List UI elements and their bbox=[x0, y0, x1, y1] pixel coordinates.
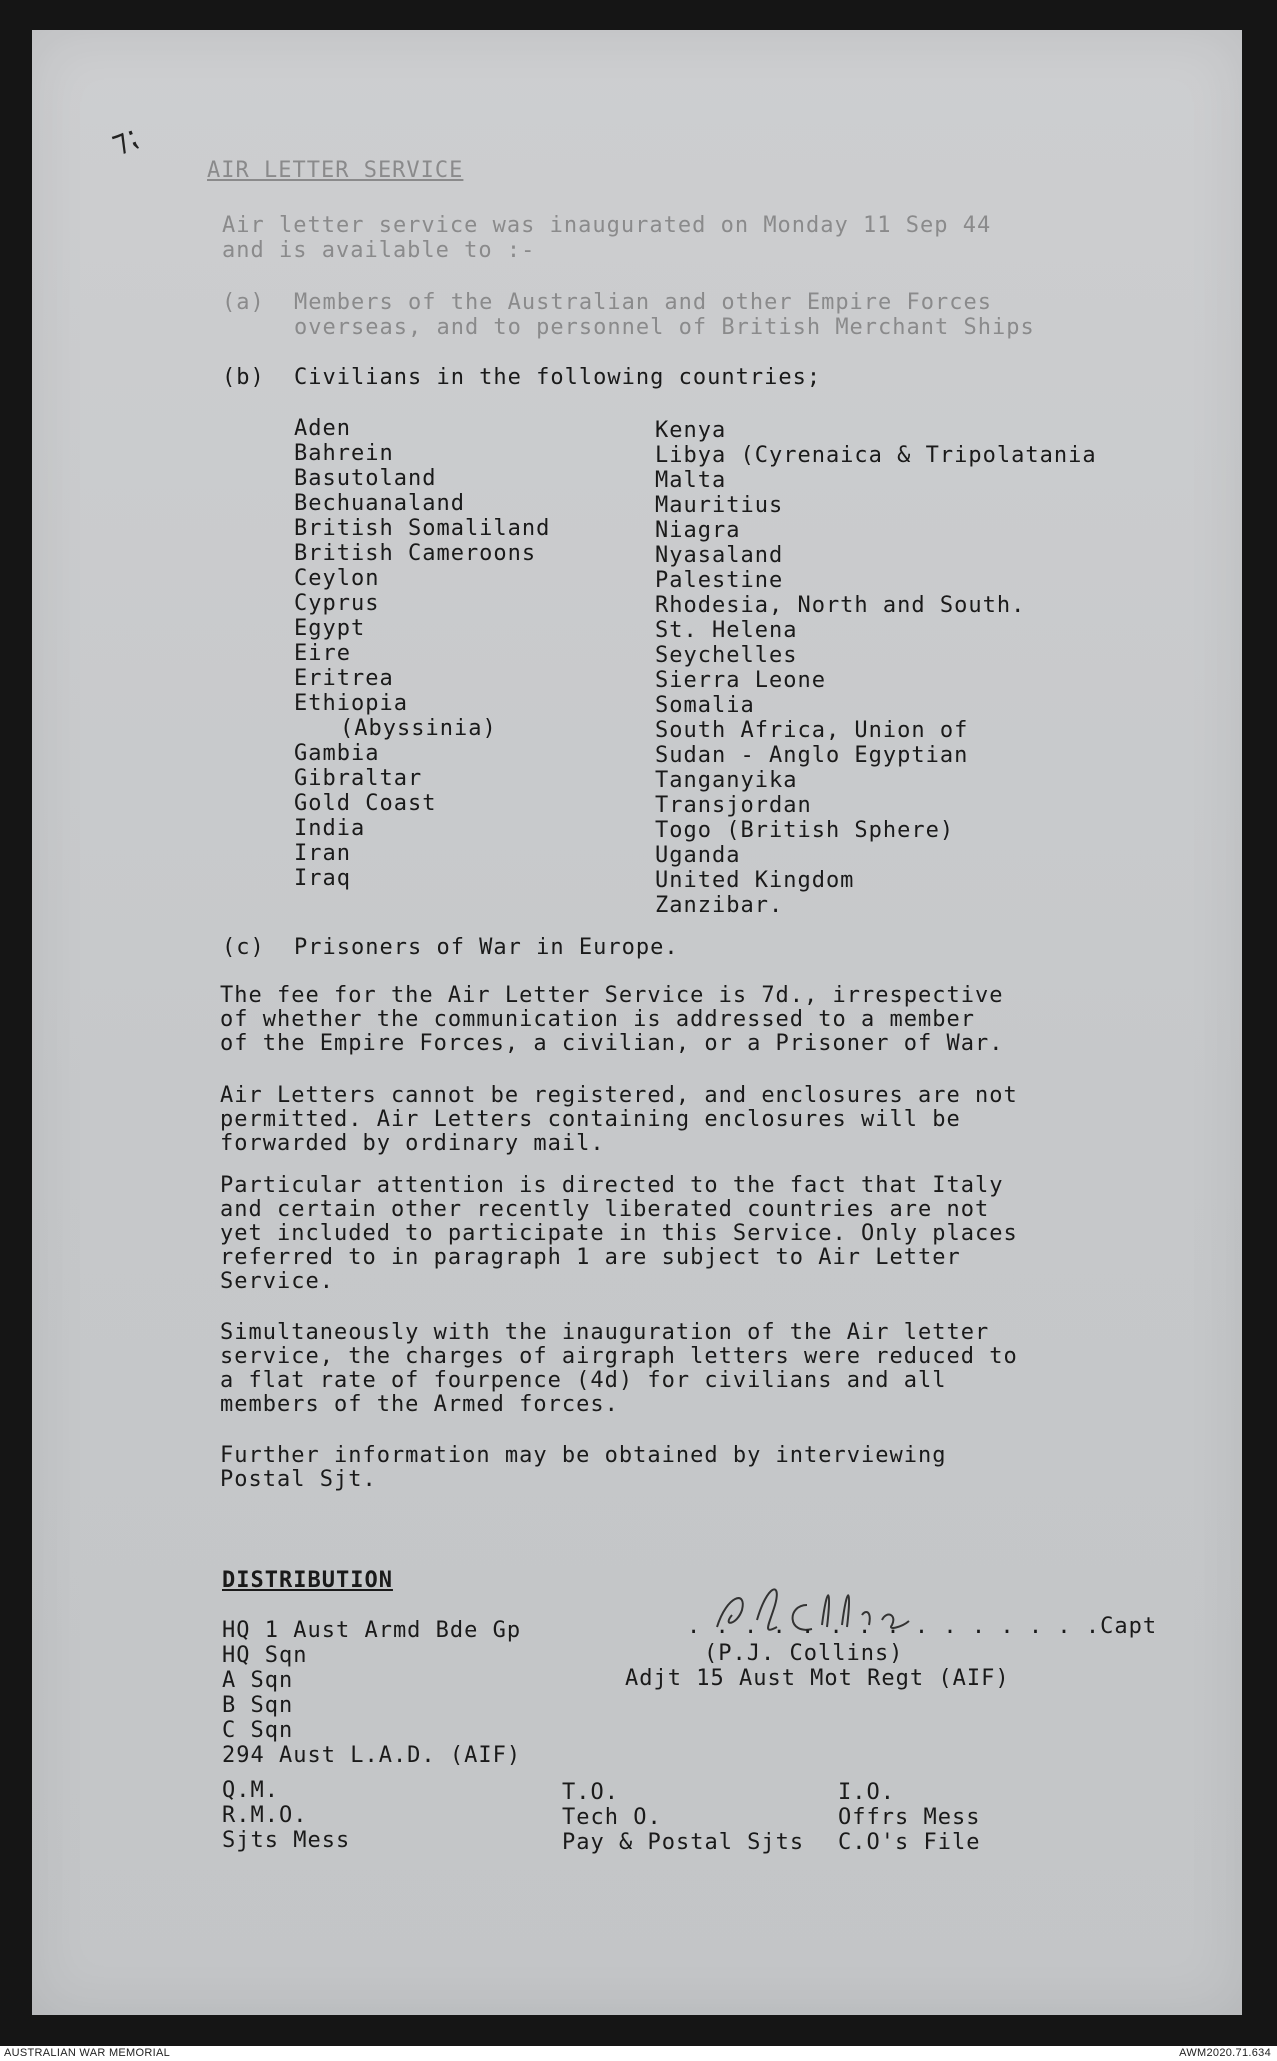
country-list-item: Basutoland bbox=[294, 466, 437, 491]
country-list-item: India bbox=[294, 816, 366, 841]
country-list-item: British Somaliland bbox=[294, 516, 551, 541]
distribution-item: C.O's File bbox=[838, 1830, 981, 1855]
country-list-item: Malta bbox=[655, 468, 727, 493]
footer-accession-number: AWM2020.71.634 bbox=[1179, 2047, 1271, 2059]
item-c-marker: (c) bbox=[222, 935, 265, 960]
country-list-item: Rhodesia, North and South. bbox=[655, 593, 1026, 618]
item-b-text: Civilians in the following countries; bbox=[294, 365, 822, 390]
distribution-item: I.O. bbox=[838, 1780, 895, 1805]
paragraph-line: and certain other recently liberated countries are not bbox=[220, 1197, 990, 1222]
paragraph-line: Simultaneously with the inauguration of the Air letter bbox=[220, 1320, 990, 1345]
item-c-text: Prisoners of War in Europe. bbox=[294, 935, 679, 960]
country-list-item: Libya (Cyrenaica & Tripolatania bbox=[655, 443, 1097, 468]
country-list-item: Tanganyika bbox=[655, 768, 798, 793]
paragraph-line: Further information may be obtained by interviewing bbox=[220, 1443, 947, 1468]
country-list-item: South Africa, Union of bbox=[655, 718, 969, 743]
country-list-item: Aden bbox=[294, 416, 351, 441]
paragraph-line: The fee for the Air Letter Service is 7d., irrespective bbox=[220, 983, 1004, 1008]
paragraph-line: of the Empire Forces, a civilian, or a Prisoner of War. bbox=[220, 1031, 1004, 1056]
country-list-item: Kenya bbox=[655, 418, 727, 443]
distribution-item: 294 Aust L.A.D. (AIF) bbox=[222, 1743, 522, 1768]
country-list-item: United Kingdom bbox=[655, 868, 855, 893]
country-list-item: Transjordan bbox=[655, 793, 812, 818]
country-list-item: Zanzibar. bbox=[655, 893, 784, 918]
distribution-item: HQ Sqn bbox=[222, 1643, 308, 1668]
paragraph-line: yet included to participate in this Service. Only places bbox=[220, 1221, 1018, 1246]
country-list-item: Seychelles bbox=[655, 643, 798, 668]
country-list-item: Sierra Leone bbox=[655, 668, 826, 693]
intro-line-2: and is available to :- bbox=[222, 238, 536, 263]
distribution-item: Offrs Mess bbox=[838, 1805, 981, 1830]
signature-line: . . . . . . . . . . . . . . .Capt bbox=[687, 1614, 1158, 1639]
country-list-item: Uganda bbox=[655, 843, 741, 868]
country-list-item: Ethiopia bbox=[294, 691, 408, 716]
country-list-item: British Cameroons bbox=[294, 541, 537, 566]
country-list-item: Mauritius bbox=[655, 493, 784, 518]
intro-line-1: Air letter service was inaugurated on Monday 11 Sep 44 bbox=[222, 213, 992, 238]
distribution-item: HQ 1 Aust Armd Bde Gp bbox=[222, 1618, 522, 1643]
paragraph-line: Particular attention is directed to the fact that Italy bbox=[220, 1173, 1004, 1198]
item-a-line-2: overseas, and to personnel of British Merchant Ships bbox=[294, 315, 1035, 340]
punch-mark: ⁊⁏ bbox=[106, 118, 143, 161]
paragraph-line: of whether the communication is addressed to a member bbox=[220, 1007, 975, 1032]
country-list-item: Gibraltar bbox=[294, 766, 423, 791]
country-list-item: Togo (British Sphere) bbox=[655, 818, 955, 843]
distribution-item: T.O. bbox=[562, 1780, 619, 1805]
paragraph-line: Air Letters cannot be registered, and enclosures are not bbox=[220, 1083, 1018, 1108]
country-list-item: Niagra bbox=[655, 518, 741, 543]
paragraph-line: a flat rate of fourpence (4d) for civilians and all bbox=[220, 1368, 947, 1393]
paragraph-line: members of the Armed forces. bbox=[220, 1392, 619, 1417]
signatory-title: Adjt 15 Aust Mot Regt (AIF) bbox=[625, 1666, 1010, 1691]
distribution-item: Tech O. bbox=[562, 1805, 662, 1830]
paragraph-line: referred to in paragraph 1 are subject to Air Letter bbox=[220, 1245, 961, 1270]
document-heading: AIR LETTER SERVICE bbox=[207, 158, 464, 183]
country-list-item: Iran bbox=[294, 841, 351, 866]
item-b-marker: (b) bbox=[222, 365, 265, 390]
country-list-item: St. Helena bbox=[655, 618, 798, 643]
distribution-item: Sjts Mess bbox=[222, 1828, 351, 1853]
document-page bbox=[32, 30, 1242, 2015]
country-list-item: Bechuanaland bbox=[294, 491, 465, 516]
item-a-marker: (a) bbox=[222, 290, 265, 315]
distribution-item: Pay & Postal Sjts bbox=[562, 1830, 805, 1855]
country-list-item: Ceylon bbox=[294, 566, 380, 591]
country-list-item: Eire bbox=[294, 641, 351, 666]
country-list-item: Sudan - Anglo Egyptian bbox=[655, 743, 969, 768]
country-list-item: Palestine bbox=[655, 568, 784, 593]
footer-institution: AUSTRALIAN WAR MEMORIAL bbox=[4, 2047, 171, 2059]
distribution-item: A Sqn bbox=[222, 1668, 294, 1693]
country-list-item: Eritrea bbox=[294, 666, 394, 691]
distribution-item: C Sqn bbox=[222, 1718, 294, 1743]
signatory-name: (P.J. Collins) bbox=[704, 1641, 904, 1666]
paragraph-line: service, the charges of airgraph letters were reduced to bbox=[220, 1344, 1018, 1369]
country-list-item: Iraq bbox=[294, 866, 351, 891]
item-a-line-1: Members of the Australian and other Empire Forces bbox=[294, 290, 993, 315]
distribution-item: Q.M. bbox=[222, 1778, 279, 1803]
distribution-item: B Sqn bbox=[222, 1693, 294, 1718]
distribution-item: R.M.O. bbox=[222, 1803, 308, 1828]
country-list-item: Gold Coast bbox=[294, 791, 437, 816]
country-list-item: Bahrein bbox=[294, 441, 394, 466]
paragraph-line: Postal Sjt. bbox=[220, 1467, 377, 1492]
country-list-item: Egypt bbox=[294, 616, 366, 641]
paragraph-line: Service. bbox=[220, 1269, 334, 1294]
country-list-item: Somalia bbox=[655, 693, 755, 718]
country-list-item: Nyasaland bbox=[655, 543, 784, 568]
country-list-item: (Abyssinia) bbox=[340, 716, 497, 741]
country-list-item: Cyprus bbox=[294, 591, 380, 616]
country-list-item: Gambia bbox=[294, 741, 380, 766]
distribution-heading: DISTRIBUTION bbox=[222, 1568, 393, 1593]
paragraph-line: forwarded by ordinary mail. bbox=[220, 1131, 605, 1156]
paragraph-line: permitted. Air Letters containing enclosures will be bbox=[220, 1107, 961, 1132]
